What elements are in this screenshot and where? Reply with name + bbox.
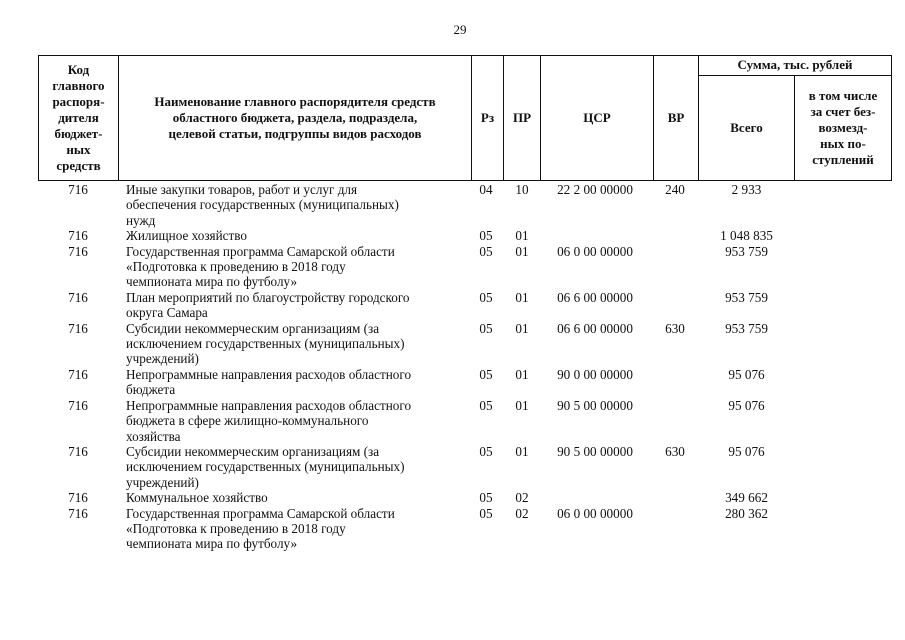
cell-vr: 630: [665, 443, 685, 459]
cell-code: 716: [68, 243, 88, 259]
table-row: [38, 490, 892, 505]
cell-name: Непрограммные направления расходов областного бюджета: [126, 366, 412, 398]
header-total: Всего: [730, 120, 763, 135]
header-sum: Сумма, тыс. рублей: [737, 57, 853, 72]
cell-total: 280 362: [725, 505, 768, 521]
table-row: [38, 367, 892, 398]
cell-csr: 06 0 00 00000: [557, 243, 633, 259]
table-row: [38, 182, 892, 228]
cell-vr: 630: [665, 320, 685, 336]
cell-rz: 05: [479, 490, 493, 506]
cell-csr: 90 5 00 00000: [557, 397, 633, 413]
header-csr: ЦСР: [583, 109, 611, 125]
cell-pr: 02: [515, 490, 529, 506]
cell-total: 95 076: [728, 397, 765, 413]
cell-total: 95 076: [728, 443, 765, 459]
table-row: [38, 244, 892, 290]
table-row: [38, 321, 892, 367]
cell-code: 716: [68, 490, 88, 506]
cell-code: 716: [68, 443, 88, 459]
table-row: [38, 398, 892, 444]
cell-code: 716: [68, 182, 88, 197]
page-number: 29: [453, 22, 467, 37]
table-body: [38, 182, 892, 552]
cell-pr: 01: [515, 320, 529, 336]
cell-name: Субсидии некоммерческим организациям (за исключением государственных (муниципальных) учреждений): [126, 320, 405, 367]
header-rz: Рз: [480, 109, 495, 125]
cell-pr: 01: [515, 289, 529, 305]
cell-code: 716: [68, 397, 88, 413]
cell-name: Иные закупки товаров, работ и услуг для обеспечения государственных (муниципальных) нужд: [126, 182, 399, 228]
cell-name: План мероприятий по благоустройству городского округа Самара: [126, 289, 410, 321]
cell-rz: 05: [479, 289, 493, 305]
cell-rz: 05: [479, 366, 493, 382]
cell-csr: 06 6 00 00000: [557, 289, 633, 305]
cell-name: Коммунальное хозяйство: [126, 490, 268, 506]
cell-code: 716: [68, 505, 88, 521]
cell-rz: 05: [479, 505, 493, 521]
cell-total: 953 759: [725, 289, 768, 305]
cell-csr: 90 5 00 00000: [557, 443, 633, 459]
cell-pr: 01: [515, 366, 529, 382]
cell-pr: 01: [515, 443, 529, 459]
cell-name: Субсидии некоммерческим организациям (за исключением государственных (муниципальных) учреждений): [126, 443, 405, 490]
cell-total: 349 662: [725, 490, 768, 506]
cell-pr: 01: [515, 228, 529, 244]
cell-rz: 04: [479, 182, 493, 197]
cell-name: Государственная программа Самарской области «Подготовка к проведению в 2018 году чемпионата мира по футболу»: [126, 505, 395, 552]
cell-pr: 10: [515, 182, 529, 197]
cell-rz: 05: [479, 320, 493, 336]
header-pr: ПР: [512, 109, 532, 125]
cell-total: 95 076: [728, 366, 765, 382]
cell-name: Непрограммные направления расходов областного бюджета в сфере жилищно-коммунального хозяйства: [126, 397, 412, 444]
cell-csr: 90 0 00 00000: [557, 366, 633, 382]
cell-rz: 05: [479, 228, 493, 244]
cell-code: 716: [68, 289, 88, 305]
table-row: [38, 444, 892, 490]
table-row: [38, 506, 892, 552]
header-name: Наименование главного распорядителя средств областного бюджета, раздела, подраздела, целевой статьи, подгруппы видов расходов: [154, 93, 436, 141]
cell-csr: 06 0 00 00000: [557, 505, 633, 521]
cell-name: Жилищное хозяйство: [126, 228, 247, 244]
cell-code: 716: [68, 366, 88, 382]
cell-total: 1 048 835: [720, 228, 773, 244]
cell-csr: 06 6 00 00000: [557, 320, 633, 336]
cell-total: 2 933: [731, 182, 762, 197]
cell-total: 953 759: [725, 243, 768, 259]
cell-pr: 01: [515, 243, 529, 259]
cell-vr: 240: [665, 182, 685, 197]
cell-csr: 22 2 00 00000: [557, 182, 633, 197]
header-vr: ВР: [667, 109, 685, 125]
cell-rz: 05: [479, 397, 493, 413]
cell-code: 716: [68, 320, 88, 336]
cell-rz: 05: [479, 243, 493, 259]
cell-name: Государственная программа Самарской области «Подготовка к проведению в 2018 году чемпионата мира по футболу»: [126, 243, 395, 290]
header-code: Код главного распоря- дителя бюджет- ных средств: [52, 61, 105, 173]
cell-pr: 02: [515, 505, 529, 521]
cell-pr: 01: [515, 397, 529, 413]
header-free: в том числе за счет без- возмезд- ных по- ступлений: [808, 88, 878, 167]
cell-rz: 05: [479, 443, 493, 459]
cell-code: 716: [68, 228, 88, 244]
cell-total: 953 759: [725, 320, 768, 336]
table-row: [38, 228, 892, 243]
table-row: [38, 290, 892, 321]
